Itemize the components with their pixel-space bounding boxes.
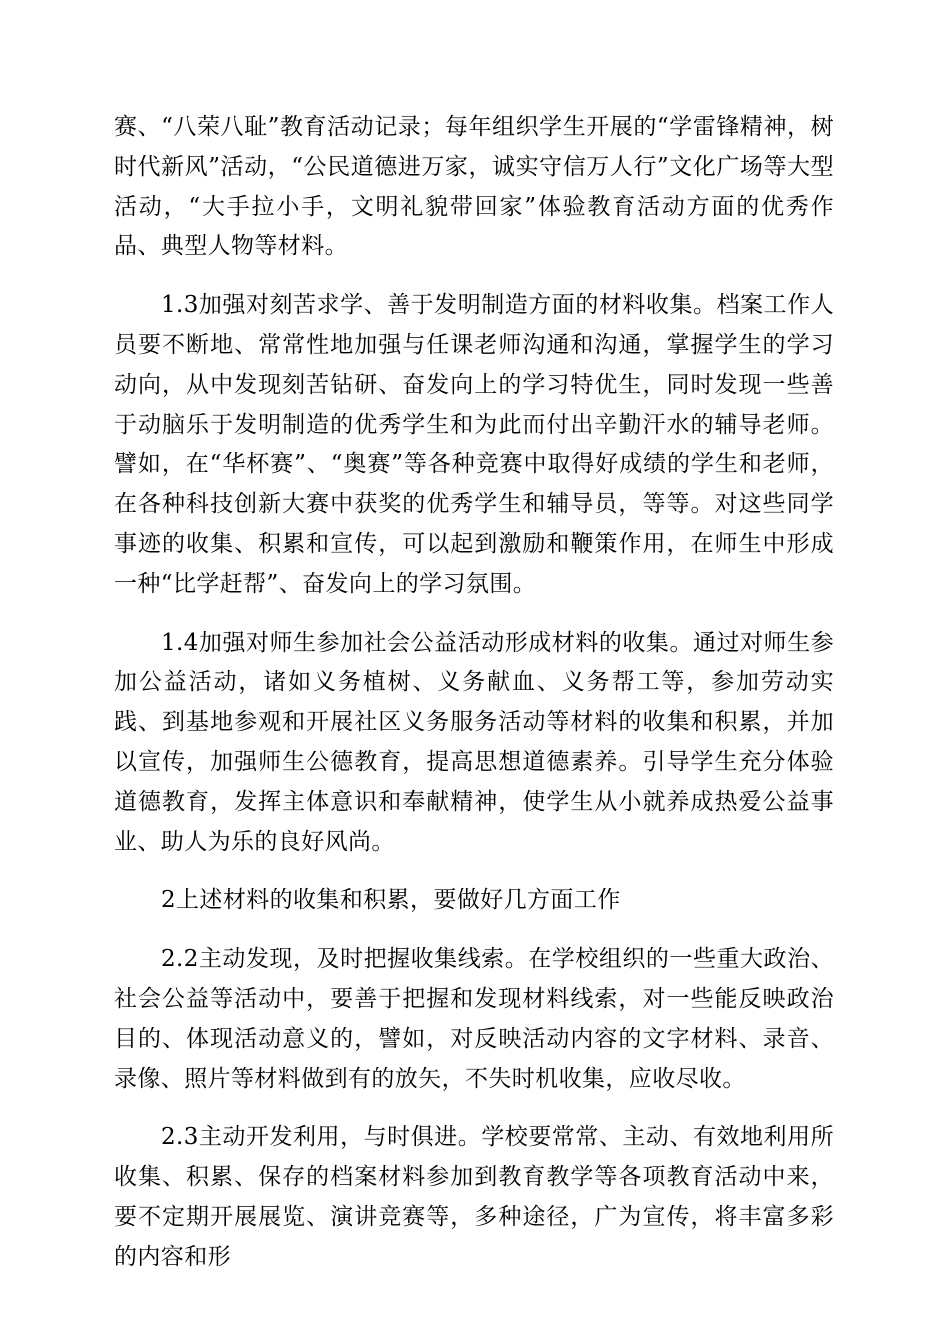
document-body — [114, 108, 834, 1297]
paragraph-continuation: 赛、“八荣八耻”教育活动记录；每年组织学生开展的“学雷锋精神，树时代新风”活动，“公民道德进万家，诚实守信万人行”文化广场等大型活动，“大手拉小手，文明礼貌带回家”体验教育活动方面的优秀作品、典型人物等材料。 — [114, 114, 834, 260]
paragraph-section-2-2: 2.2主动发现，及时把握收集线索。在学校组织的一些重大政治、社会公益等活动中，要善于把握和发现材料线索，对一些能反映政治目的、体现活动意义的，譬如，对反映活动内容的文字材料、录音、录像、照片等材料做到有的放矢，不失时机收集，应收尽收。 — [114, 946, 834, 1092]
paragraph-section-1-3: 1.3加强对刻苦求学、善于发明制造方面的材料收集。档案工作人员要不断地、常常性地加强与任课老师沟通和沟通，掌握学生的学习动向，从中发现刻苦钻研、奋发向上的学习特优生，同时发现一些善于动脑乐于发明制造的优秀学生和为此而付出辛勤汗水的辅导老师。譬如，在“华杯赛”、“奥赛”等各种竞赛中取得好成绩的学生和老师，在各种科技创新大赛中获奖的优秀学生和辅导员，等等。对这些同学事迹的收集、积累和宣传，可以起到激励和鞭策作用，在师生中形成一种“比学赶帮”、奋发向上的学习氛围。 — [114, 292, 834, 597]
section-heading-2: 2上述材料的收集和积累，要做好几方面工作 — [161, 887, 621, 914]
paragraph-section-1-4: 1.4加强对师生参加社会公益活动形成材料的收集。通过对师生参加公益活动，诸如义务植树、义务献血、义务帮工等，参加劳动实践、到基地参观和开展社区义务服务活动等材料的收集和积累，并加以宣传，加强师生公德教育，提高思想道德素养。引导学生充分体验道德教育，发挥主体意识和奉献精神，使学生从小就养成热爱公益事业、助人为乐的良好风尚。 — [114, 629, 834, 855]
paragraph-section-2-3: 2.3主动开发利用，与时俱进。学校要常常、主动、有效地利用所收集、积累、保存的档案材料参加到教育教学等各项教育活动中来，要不定期开展展览、演讲竞赛等，多种途径，广为宣传，将丰富多彩的内容和形 — [114, 1124, 834, 1270]
